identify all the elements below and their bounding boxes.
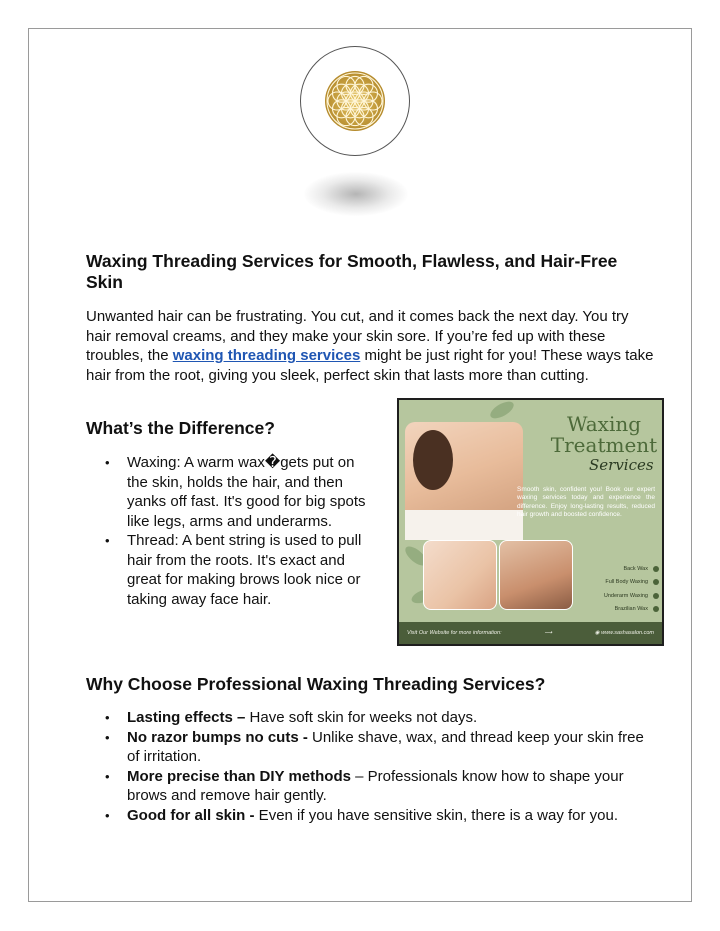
massage-photo <box>405 422 523 540</box>
difference-heading: What’s the Difference? <box>86 418 275 438</box>
article-title: Waxing Threading Services for Smooth, Flawless, and Hair-Free Skin <box>86 251 618 292</box>
underarm-photo <box>499 540 573 610</box>
difference-list <box>86 453 376 609</box>
globe-icon: ◉ <box>594 630 600 636</box>
ad-script-title: Services <box>589 456 654 474</box>
ad-service-item: Brazilian Wax <box>579 603 659 617</box>
intro-text-after: might be just right for you! These ways take hair from the root, giving you sleek, perfect skin that lasts more than cutting. <box>86 347 654 384</box>
ad-title: Waxing Treatment <box>550 412 658 457</box>
leg-wax-photo <box>423 540 497 610</box>
why-list <box>86 708 646 825</box>
intro-paragraph <box>86 307 656 385</box>
logo <box>300 46 410 156</box>
why-heading: Why Choose Professional Waxing Threading Services? <box>86 674 546 694</box>
ad-service-item: Back Wax <box>579 562 659 576</box>
logo-shadow <box>304 172 408 216</box>
list-item: • Lasting effects – Have soft skin for weeks not days. <box>86 708 646 728</box>
list-item: • No razor bumps no cuts - Unlike shave, wax, and thread keep your skin free of irritation. <box>86 728 646 767</box>
ad-blurb: Smooth skin, confident you! Book our expert waxing services today and experience the difference. Enjoy long-lasting results, reduced hair growth and boosted confidence. <box>517 486 655 518</box>
list-item: • More precise than DIY methods – Professionals know how to shape your brows and remove hair gently. <box>86 767 646 806</box>
ad-footer-text: Visit Our Website for more information: <box>407 630 502 636</box>
ad-service-item: Underarm Waxing <box>579 589 659 603</box>
list-item: • Good for all skin - Even if you have sensitive skin, there is a way for you. <box>86 806 646 826</box>
intro-text-before: Unwanted hair can be frustrating. You cut, and it comes back the next day. You try hair removal creams, and they make your skin sore. If you’re fed up with these troubles, the <box>86 308 629 364</box>
flower-of-life-icon <box>324 70 386 132</box>
ad-website: ◉ www.sashasalon.com <box>594 630 654 636</box>
list-item-thread: • Thread: A bent string is used to pull hair from the roots. It's exact and great for making brows look nice or taking away face hair. <box>86 531 376 609</box>
arrow-right-icon: ⟶ <box>544 630 553 636</box>
ad-service-item: Full Body Waxing <box>579 576 659 590</box>
waxing-ad-image <box>397 398 664 646</box>
list-item-waxing: • Waxing: A warm wax�gets put on the skin, holds the hair, and then yanks off fast. It's good for big spots like legs, arms and underarms. <box>86 453 376 531</box>
ad-service-list <box>579 562 659 616</box>
ad-footer <box>399 622 662 644</box>
waxing-threading-link[interactable]: waxing threading services <box>172 347 361 364</box>
